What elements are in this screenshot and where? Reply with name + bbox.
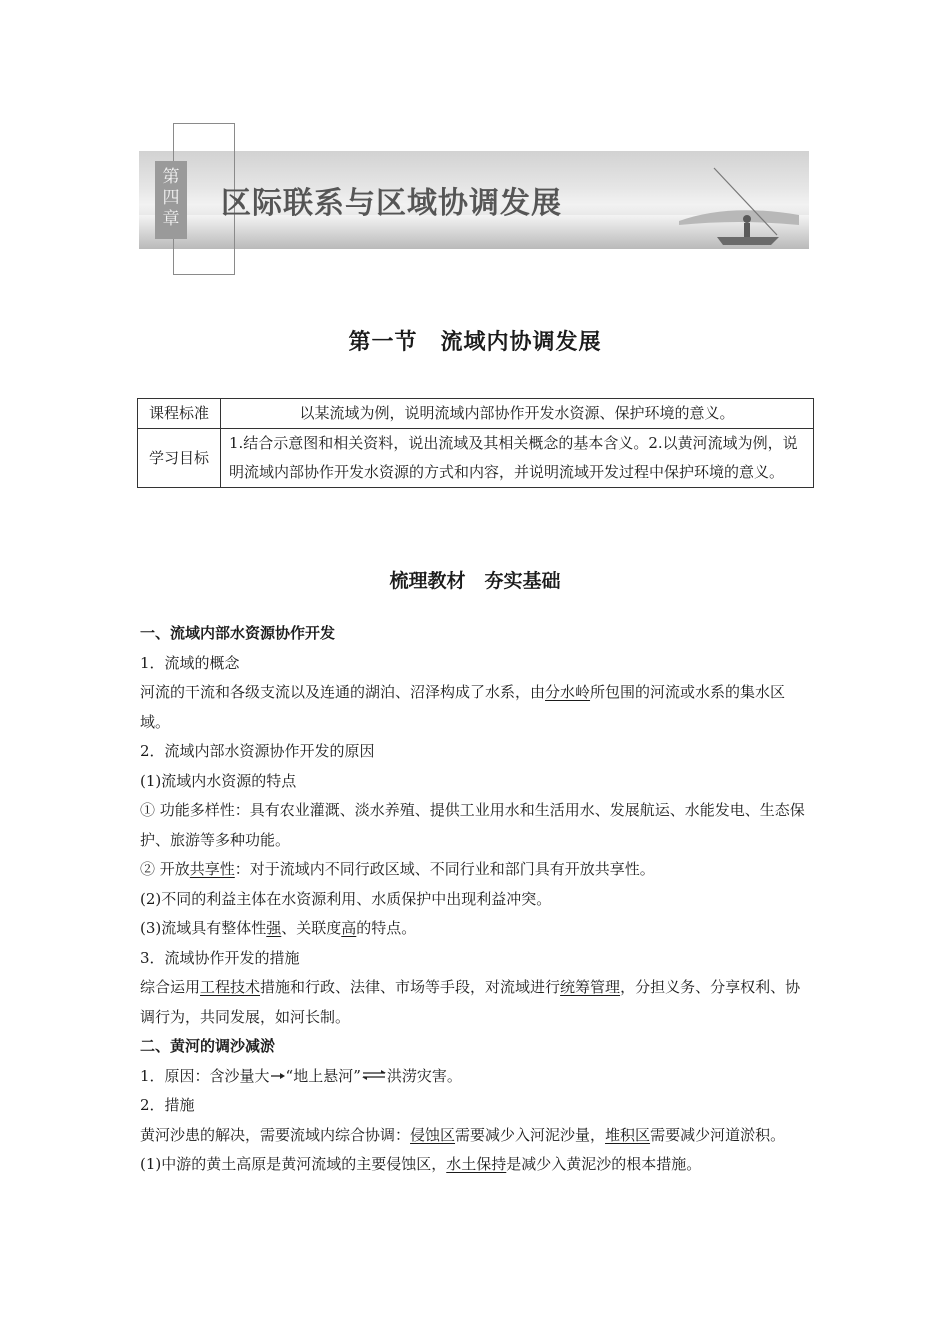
paragraph: 黄河沙患的解决，需要流域内综合协调：侵蚀区需要减少入河泥沙量，堆积区需要减少河道淤积。: [140, 1125, 786, 1144]
paragraph: ② 开放共享性：对于流域内不同行政区域、不同行业和部门具有开放共享性。: [140, 860, 655, 878]
paragraph: ① 功能多样性：具有农业灌溉、淡水养殖、提供工业用水和生活用水、发展航运、水能发电、生态保护、旅游等多种功能。: [140, 801, 805, 849]
section-title: 第一节 流域内协调发展: [348, 330, 602, 355]
answer-blank: 水土保持: [446, 1155, 507, 1173]
heading-2: 二、黄河的调沙减淤: [140, 1037, 276, 1055]
answer-blank: 高: [341, 919, 357, 937]
table-cell: 1.结合示意图和相关资料，说出流域及其相关概念的基本含义。2.以黄河流域为例，说明流域内部协作开发水资源的方式和内容，并说明流域开发过程中保护环境的意义。: [221, 429, 814, 488]
paragraph: 1．流域的概念: [140, 653, 240, 672]
answer-blank: 共享性: [189, 860, 235, 878]
heading-1: 一、流域内部水资源协作开发: [140, 624, 336, 642]
answer-blank: 统筹管理: [560, 978, 621, 996]
table-label: 学习目标: [138, 429, 221, 488]
answer-blank: 侵蚀区: [410, 1125, 456, 1144]
answer-blank: 分水岭: [545, 683, 591, 701]
paragraph: (3)流域具有整体性强、关联度高的特点。: [140, 919, 417, 937]
paragraph: 2．流域内部水资源协作开发的原因: [140, 742, 375, 760]
paragraph: 1．原因：含沙量大 “地上悬河” 洪涝灾害。: [140, 1066, 462, 1085]
table-row: [138, 399, 814, 429]
arrow-right-icon: [270, 1071, 286, 1081]
table-label: 课程标准: [138, 399, 221, 429]
paragraph: 河流的干流和各级支流以及连通的湖泊、沼泽构成了水系，由分水岭所包围的河流或水系的集水区域。: [140, 683, 786, 731]
answer-blank: 工程技术: [200, 978, 261, 996]
subtitle: 梳理教材 夯实基础: [389, 570, 561, 592]
chapter-char: 第: [162, 167, 180, 187]
paragraph: 综合运用工程技术措施和行政、法律、市场等手段，对流域进行统筹管理，分担义务、分享权利、协调行为，共同发展，如河长制。: [140, 978, 801, 1026]
chapter-tag: [155, 161, 187, 239]
table-row: [138, 429, 814, 488]
chapter-banner: [139, 123, 809, 283]
fisherman-boat-image: [659, 163, 809, 253]
paragraph: (1)中游的黄土高原是黄河流域的主要侵蚀区，水土保持是减少入黄泥沙的根本措施。: [140, 1155, 702, 1173]
paragraph: 3．流域协作开发的措施: [140, 948, 300, 967]
chapter-title: 区际联系与区域协调发展: [221, 186, 562, 221]
content-body: [140, 619, 812, 1180]
answer-blank: 堆积区: [605, 1125, 651, 1144]
chapter-char: 章: [162, 209, 180, 229]
bidirectional-arrow-icon: [361, 1069, 387, 1081]
answer-blank: 强: [266, 919, 282, 937]
paragraph: (1)流域内水资源的特点: [140, 771, 297, 790]
chapter-char: 四: [162, 188, 180, 208]
paragraph: 2．措施: [140, 1096, 195, 1114]
paragraph: (2)不同的利益主体在水资源利用、水质保护中出现利益冲突。: [140, 889, 552, 908]
standards-table: [137, 398, 814, 488]
table-cell: 以某流域为例，说明流域内部协作开发水资源、保护环境的意义。: [221, 399, 814, 429]
